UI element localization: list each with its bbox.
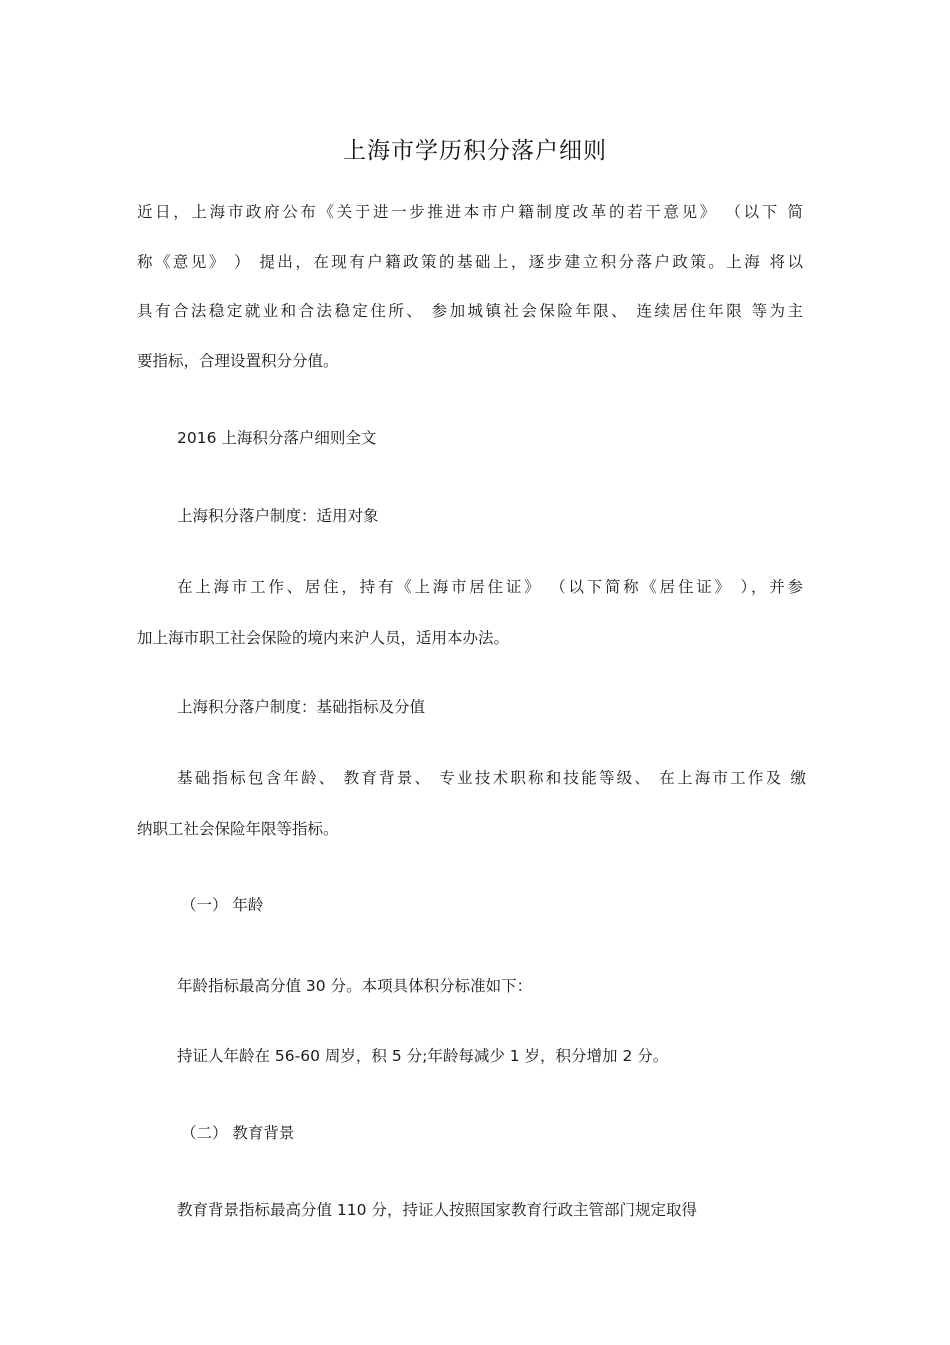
intro-line-3: 具有合法稳定就业和合法稳定住所、 参加城镇社会保险年限、 连续居住年限 等为主 bbox=[137, 302, 803, 320]
scope-heading: 上海积分落户制度：适用对象 bbox=[177, 507, 379, 525]
intro-line-2: 称《意见》 ） 提出，在现有户籍政策的基础上，逐步建立积分落户政策。上海 将以 bbox=[137, 253, 803, 271]
full-text-heading: 2016 上海积分落户细则全文 bbox=[177, 429, 377, 447]
document-title: 上海市学历积分落户细则 bbox=[343, 138, 607, 164]
basic-line-1: 基础指标包含年龄、 教育背景、 专业技术职称和技能等级、 在上海市工作及 缴 bbox=[177, 769, 806, 787]
scope-line-2: 加上海市职工社会保险的境内来沪人员，适用本办法。 bbox=[137, 629, 510, 647]
basic-heading: 上海积分落户制度：基础指标及分值 bbox=[177, 698, 426, 716]
intro-line-4: 要指标，合理设置积分分值。 bbox=[137, 352, 339, 370]
intro-line-1: 近日，上海市政府公布《关于进一步推进本市户籍制度改革的若干意见》 （以下 简 bbox=[137, 203, 803, 221]
scope-line-1: 在上海市工作、居住，持有《上海市居住证》 （以下简称《居住证》 ），并参 bbox=[177, 578, 803, 596]
education-heading: （二） 教育背景 bbox=[181, 1124, 295, 1142]
age-rule: 持证人年龄在 56-60 周岁，积 5 分;年龄每减少 1 岁，积分增加 2 分。 bbox=[177, 1047, 669, 1065]
education-max-score: 教育背景指标最高分值 110 分，持证人按照国家教育行政主管部门规定取得 bbox=[177, 1201, 697, 1219]
age-max-score: 年龄指标最高分值 30 分。本项具体积分标准如下： bbox=[177, 977, 533, 995]
age-heading: （一） 年龄 bbox=[181, 896, 264, 914]
basic-line-2: 纳职工社会保险年限等指标。 bbox=[137, 820, 339, 838]
